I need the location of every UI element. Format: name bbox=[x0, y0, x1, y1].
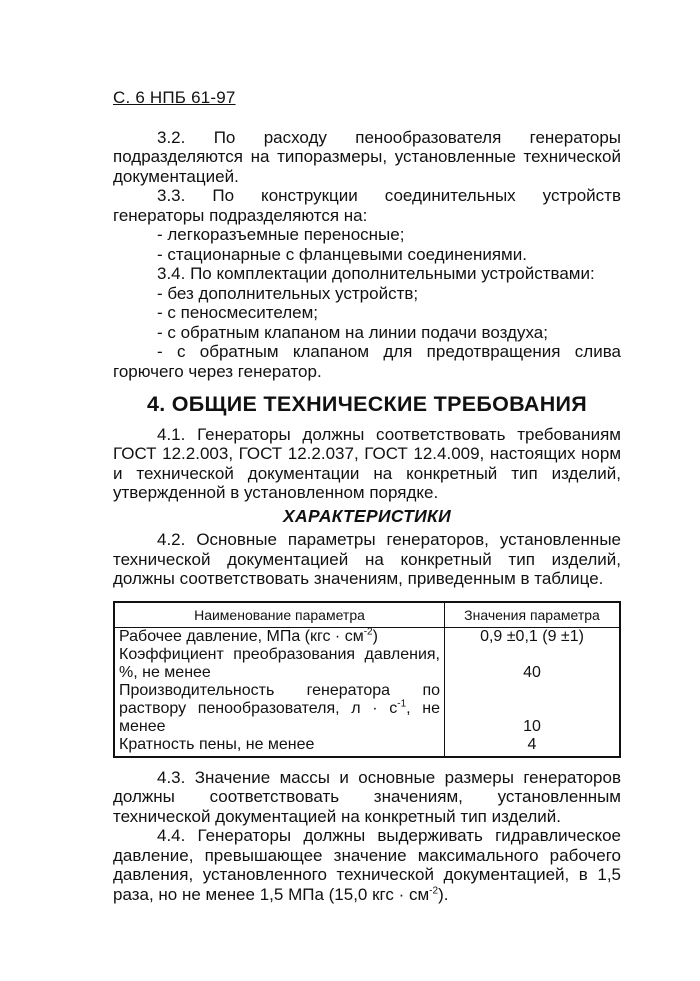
list-item: - с обратным клапаном на линии подачи воздуха; bbox=[157, 322, 548, 342]
column-header-value: Значения параметра bbox=[445, 602, 621, 628]
parameter-name-text: ) bbox=[372, 627, 378, 645]
paragraph-4-3: 4.3. Значение массы и основные размеры генераторов должны соответствовать значениям, установленным технической документацией на конкретный тип изделий. bbox=[113, 767, 621, 826]
page-header: С. 6 НПБ 61-97 bbox=[113, 88, 236, 107]
parameter-value: 40 bbox=[523, 663, 541, 681]
parameter-name-text: Производительность генератора по раствору пенообразователя, л · с bbox=[119, 681, 440, 717]
list-item: - без дополнительных устройств; bbox=[157, 283, 419, 303]
list-item: - легкоразъемные переносные; bbox=[157, 225, 405, 244]
section-title: 4. ОБЩИЕ ТЕХНИЧЕСКИЕ ТРЕБОВАНИЯ bbox=[146, 392, 588, 416]
superscript: -2 bbox=[363, 626, 373, 638]
paragraph-3-3: 3.3. По конструкции соединительных устройств генераторы подразделяются на: bbox=[113, 186, 621, 225]
superscript: -2 bbox=[429, 884, 439, 896]
list-item: - стационарные с фланцевыми соединениями. bbox=[157, 244, 527, 264]
paragraph-4-4-text: ). bbox=[438, 884, 449, 904]
document-page bbox=[113, 88, 621, 904]
table-row bbox=[114, 646, 620, 682]
paragraph-4-4-text: 4.4. Генераторы должны выдерживать гидравлическое давление, превышающее значение максимального рабочего давления, установленного технической документацией, в 1,5 раза, но не менее 1,5 МПа (15,0 кгс · см bbox=[113, 826, 621, 904]
parameter-value: 4 bbox=[527, 735, 537, 753]
table-header-row bbox=[114, 602, 620, 628]
parameter-name-text: , не менее bbox=[119, 699, 440, 735]
paragraph-3-2: 3.2. По расходу пенообразователя генераторы подразделяются на типоразмеры, установленные технической документацией. bbox=[113, 127, 621, 186]
parameter-name-text: Рабочее давление, МПа (кгс · см bbox=[119, 627, 364, 645]
list-item: - с пеносмесителем; bbox=[157, 303, 319, 322]
parameters-table bbox=[113, 601, 621, 758]
parameter-name bbox=[114, 627, 445, 646]
parameter-name bbox=[114, 682, 445, 736]
table-row bbox=[114, 627, 620, 646]
parameter-value: 0,9 ±0,1 (9 ±1) bbox=[480, 627, 584, 645]
paragraph-3-4: 3.4. По комплектации дополнительными устройствами: bbox=[157, 264, 595, 283]
column-header-name: Наименование параметра bbox=[114, 602, 445, 628]
paragraph-4-2: 4.2. Основные параметры генераторов, установленные технической документацией на конкретный тип изделий, должны соответствовать значениям, приведенным в таблице. bbox=[113, 530, 621, 588]
paragraph-4-4 bbox=[113, 826, 621, 904]
parameter-name: Кратность пены, не менее bbox=[114, 736, 445, 757]
list-item: - с обратным клапаном для предотвращения слива bbox=[157, 342, 621, 361]
parameter-value: 10 bbox=[523, 717, 541, 735]
list-item-continuation: горючего через генератор. bbox=[113, 361, 322, 381]
table-row bbox=[114, 682, 620, 736]
superscript: -1 bbox=[397, 698, 407, 710]
table-row bbox=[114, 736, 620, 757]
paragraph-4-1: 4.1. Генераторы должны соответствовать требованиям ГОСТ 12.2.003, ГОСТ 12.2.037, ГОСТ 12.4.009, настоящих норм и технической документации на конкретный тип изделий, утвержденной в установленном порядке. bbox=[113, 424, 621, 502]
subsection-title: ХАРАКТЕРИСТИКИ bbox=[283, 505, 451, 526]
parameter-name: Коэффициент преобразования давления, %, не менее bbox=[114, 646, 445, 682]
